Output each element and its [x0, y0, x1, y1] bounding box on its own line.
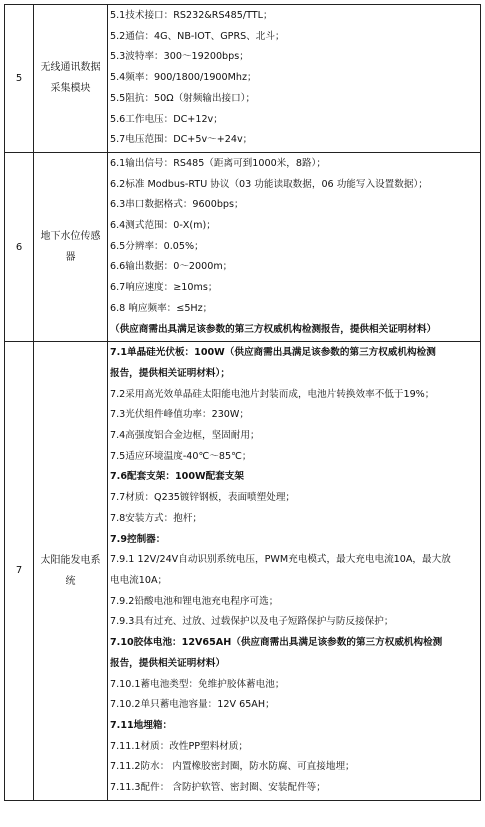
spec-line: 7.11.1材质：改性PP塑料材质；: [110, 740, 249, 752]
spec-line: 7.10胶体电池：12V65AH（供应商需出具满足该参数的第三方权威机构检测: [110, 637, 443, 649]
spec-line: 7.11.3配件： 含防护软管、密封圈、安装配件等；: [110, 782, 326, 794]
spec-line: 报告，提供相关证明材料）: [110, 657, 226, 669]
table-row: [5, 342, 481, 800]
table-row: [5, 152, 481, 341]
item-name: 无线通讯数据采集模块: [34, 5, 108, 153]
spec-line: 7.5适应环境温度-40℃～85℃；: [110, 450, 252, 462]
spec-line: 5.5阻抗：50Ω（射频输出接口）；: [110, 92, 256, 104]
spec-table: [4, 4, 481, 801]
spec-cell: [108, 152, 481, 341]
spec-line: 7.9.3具有过充、过放、过载保护以及电子短路保护与防反接保护；: [110, 616, 394, 628]
spec-line: 6.6输出数据：0～2000m；: [110, 261, 233, 273]
spec-line: （供应商需出具满足该参数的第三方权威机构检测报告，提供相关证明材料）: [110, 323, 437, 335]
spec-cell: [108, 342, 481, 800]
spec-line: 5.7电压范围：DC+5v～+24v；: [110, 134, 253, 146]
spec-line: 5.6工作电压：DC+12v；: [110, 113, 223, 125]
spec-line: 7.1单晶硅光伏板：100W（供应商需出具满足该参数的第三方权威机构检测: [110, 347, 436, 359]
spec-line: 7.7材质：Q235镀锌钢板，表面喷塑处理；: [110, 492, 296, 504]
spec-line: 7.8安装方式：抱杆；: [110, 512, 203, 524]
row-number: 6: [5, 152, 34, 341]
spec-line: 7.6配套支架：100W配套支架: [110, 471, 244, 483]
spec-line: 5.2通信：4G、NB-IOT、GPRS、北斗；: [110, 30, 285, 42]
item-name: 地下水位传感器: [34, 152, 108, 341]
spec-line: 6.8 响应频率：≤5Hz；: [110, 302, 213, 314]
table-row: [5, 5, 481, 153]
spec-line: 7.9控制器：: [110, 533, 166, 545]
spec-line: 7.9.2铅酸电池和锂电池充电程序可选；: [110, 595, 279, 607]
spec-line: 电电流10A；: [110, 574, 168, 586]
spec-line: 5.3波特率：300～19200bps；: [110, 51, 249, 63]
spec-line: 7.9.1 12V/24V自动识别系统电压，PWM充电模式，最大充电电流10A，最大放: [110, 554, 451, 566]
spec-line: 6.2标准 Modbus-RTU 协议（03 功能读取数据，06 功能写入设置数据）；: [110, 178, 428, 190]
spec-line: 7.10.2单只蓄电池容量：12V 65AH；: [110, 699, 275, 711]
item-name: 太阳能发电系统: [34, 342, 108, 800]
spec-line: 7.11.2防水： 内置橡胶密封圈，防水防腐、可直接地埋；: [110, 761, 355, 773]
spec-line: 6.5分辨率：0.05%；: [110, 240, 204, 252]
spec-line: 6.3串口数据格式：9600bps；: [110, 199, 244, 211]
row-number: 7: [5, 342, 34, 800]
spec-line: 7.11地埋箱：: [110, 719, 173, 731]
spec-cell: [108, 5, 481, 153]
spec-line: 6.1输出信号：RS485（距离可到1000米，8路）；: [110, 157, 326, 169]
spec-line: 6.4测式范围：0-X(m)；: [110, 220, 216, 232]
spec-line: 6.7响应速度：≥10ms；: [110, 282, 218, 294]
spec-line: 5.1技术接口：RS232&RS485/TTL；: [110, 10, 273, 21]
spec-line: 7.10.1蓄电池类型：免维护胶体蓄电池；: [110, 678, 285, 690]
spec-line: 7.4高强度铝合金边框，坚固耐用；: [110, 430, 260, 442]
spec-line: 报告，提供相关证明材料）；: [110, 367, 230, 379]
spec-line: 5.4频率：900/1800/1900Mhz；: [110, 72, 257, 84]
row-number: 5: [5, 5, 34, 153]
spec-line: 7.2采用高光效单晶硅太阳能电池片封装而成，电池片转换效率不低于19%；: [110, 388, 435, 400]
spec-line: 7.3光伏组件峰值功率：230W；: [110, 409, 249, 421]
